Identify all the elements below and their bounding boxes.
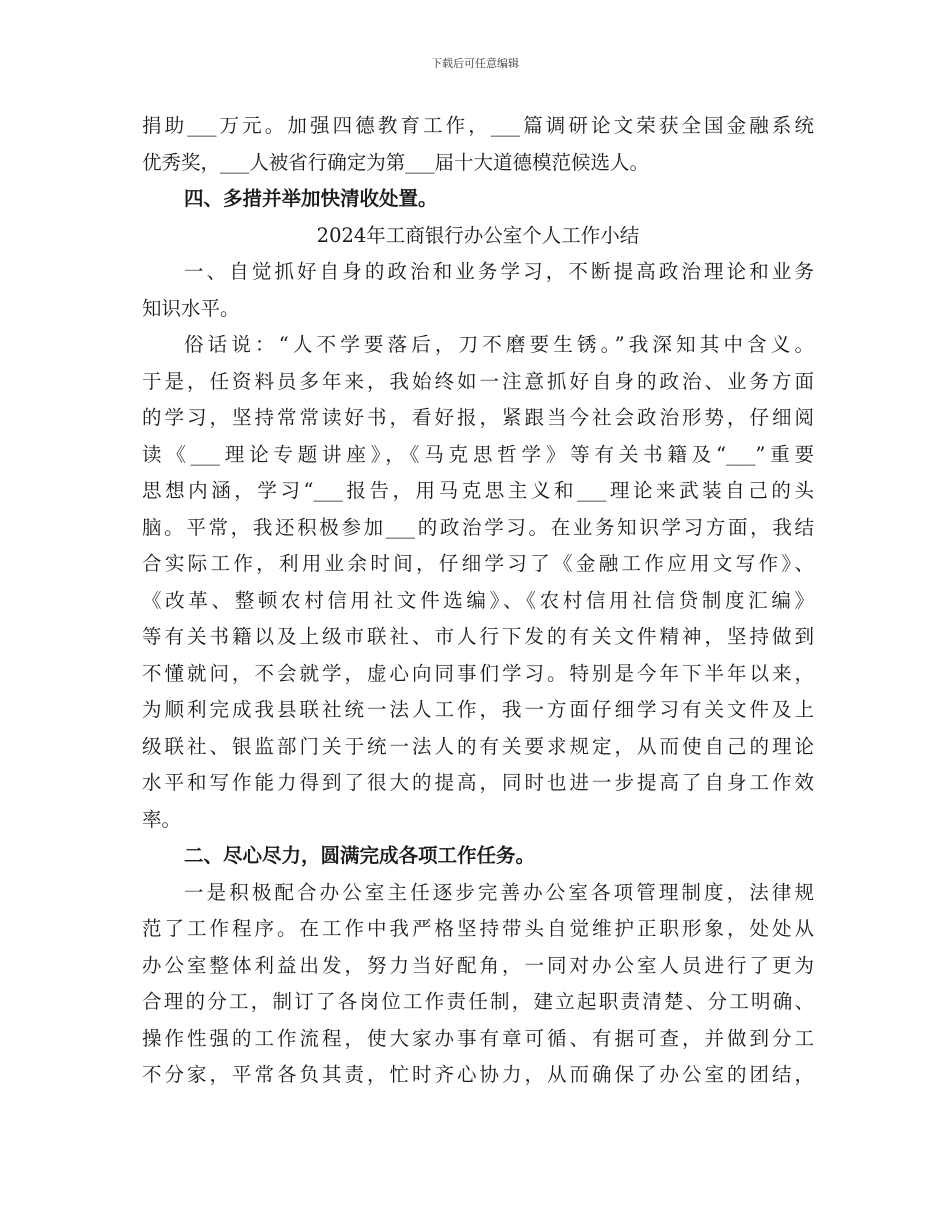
body-text-line: 读《___理论专题讲座》，《马克思哲学》等有关书籍及“___”重要 (142, 442, 814, 466)
body-text-line: 合理的分工，制订了各岗位工作责任制，建立起职责清楚、分工明确、 (142, 990, 814, 1013)
page-header-note: 下载后可任意编辑 (431, 57, 519, 70)
body-text-line: 为顺利完成我县联社统一法人工作，我一方面仔细学习有关文件及上 (142, 698, 814, 721)
body-text-line: 合实际工作，利用业余时间，仔细学习了《金融工作应用文写作》、 (142, 552, 814, 575)
body-text-line: 优秀奖，___人被省行确定为第___届十大道德模范候选人。 (142, 150, 650, 174)
document-body (142, 108, 814, 1094)
paragraph-first-line: 俗话说：“人不学要落后，刀不磨要生锈。”我深知其中含义。 (184, 333, 814, 356)
body-text-line: 级联社、银监部门关于统一法人的有关要求规定，从而使自己的理论 (142, 734, 814, 758)
paragraph-first-line: 一、自觉抓好自身的政治和业务学习，不断提高政治理论和业务 (184, 260, 814, 283)
body-text-line: 办公室整体利益出发，努力当好配角，一同对办公室人员进行了更为 (142, 953, 814, 977)
body-text-line: 率。 (142, 807, 182, 831)
body-text-line: 于是，任资料员多年来，我始终如一注意抓好自身的政治、业务方面 (142, 369, 814, 393)
body-text-line: 《改革、整顿农村信用社文件选编》、《农村信用社信贷制度汇编》 (142, 588, 814, 612)
paragraph-first-line: 一是积极配合办公室主任逐步完善办公室各项管理制度，法律规 (184, 880, 814, 904)
body-text-line: 不分家，平常各负其责，忙时齐心协力，从而确保了办公室的团结， (142, 1063, 814, 1086)
body-text-line: 的学习，坚持常常读好书，看好报，紧跟当今社会政治形势，仔细阅 (142, 406, 814, 429)
body-text-line: 不懂就问，不会就学，虚心向同事们学习。特别是今年下半年以来， (142, 661, 814, 685)
body-text-line: 范了工作程序。在工作中我严格坚持带头自觉维护正职形象，处处从 (142, 917, 814, 940)
body-text-line: 捐助___万元。加强四德教育工作，___篇调研论文荣获全国金融系统 (142, 114, 814, 137)
body-text-line: 脑。平常，我还积极参加___的政治学习。在业务知识学习方面，我结 (142, 515, 814, 539)
body-text-line: 水平和写作能力得到了很大的提高，同时也进一步提高了自身工作效 (142, 771, 814, 794)
document-title: 2024年工商银行办公室个人工作小结 (316, 223, 640, 247)
section-heading: 二、尽心尽力，圆满完成各项工作任务。 (184, 844, 536, 867)
body-text-line: 思想内涵，学习“___报告，用马克思主义和___理论来武装自己的头 (142, 479, 814, 502)
body-text-line: 操作性强的工作流程，使大家办事有章可循、有据可查，并做到分工 (142, 1026, 814, 1050)
section-heading: 四、多措并举加快清收处置。 (184, 187, 438, 210)
body-text-line: 知识水平。 (142, 296, 240, 320)
body-text-line: 等有关书籍以及上级市联社、市人行下发的有关文件精神，坚持做到 (142, 625, 814, 648)
